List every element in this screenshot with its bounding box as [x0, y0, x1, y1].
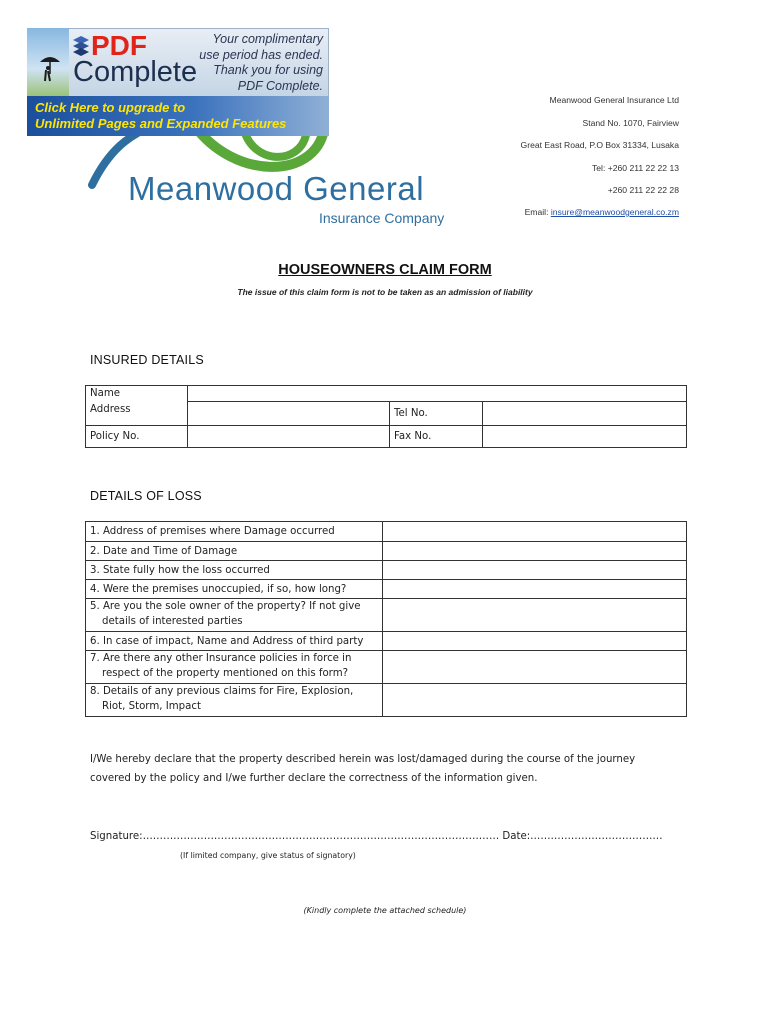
banner-expired-message	[195, 32, 323, 94]
loss-question-2: 2. Date and Time of Damage	[86, 542, 383, 561]
address-field[interactable]	[188, 402, 390, 426]
loss-question-5-line-2: details of interested parties	[102, 616, 243, 627]
company-email-line	[525, 207, 679, 217]
banner-message-line: PDF Complete.	[237, 78, 323, 93]
loss-question-5	[86, 599, 383, 632]
loss-answer-1[interactable]	[383, 522, 687, 542]
form-subtitle: The issue of this claim form is not to be taken as an admission of liability	[237, 287, 533, 297]
name-label: Name	[86, 386, 188, 402]
loss-question-8-line-1: 8. Details of any previous claims for Fire, Explosion,	[90, 686, 354, 697]
loss-question-7-line-1: 7. Are there any other Insurance policies in force in	[90, 653, 352, 664]
person-with-umbrella-icon	[37, 54, 63, 84]
loss-question-1: 1. Address of premises where Damage occurred	[86, 522, 383, 542]
logo-name	[128, 170, 424, 208]
tel-field[interactable]	[483, 402, 687, 426]
banner-message-line: Your complimentary	[212, 32, 323, 46]
name-field[interactable]	[188, 386, 687, 402]
banner-message-line: Thank you for using	[213, 63, 323, 77]
insured-details-table	[85, 385, 687, 448]
loss-answer-7[interactable]	[383, 651, 687, 684]
loss-answer-6[interactable]	[383, 632, 687, 651]
upgrade-link[interactable]	[27, 96, 329, 136]
loss-question-5-line-1: 5. Are you the sole owner of the property? If not give	[90, 601, 361, 612]
loss-question-4: 4. Were the premises unoccupied, if so, how long?	[86, 580, 383, 599]
declaration-line-2: covered by the policy and I/we further declare the correctness of the information given.	[90, 772, 538, 784]
signature-date-line[interactable]: Signature:…………………………………………………………………………………………… Date:…………………………………	[90, 831, 663, 842]
form-title: HOUSEOWNERS CLAIM FORM	[278, 262, 492, 278]
insured-details-heading: INSURED DETAILS	[90, 353, 204, 367]
company-tel-1: Tel: +260 211 22 22 13	[591, 163, 679, 173]
loss-answer-5[interactable]	[383, 599, 687, 632]
loss-question-6: 6. In case of impact, Name and Address of third party	[86, 632, 383, 651]
loss-answer-2[interactable]	[383, 542, 687, 561]
company-tel-2: +260 211 22 22 28	[607, 185, 679, 195]
logo-subtitle: Insurance Company	[319, 210, 445, 226]
tel-label: Tel No.	[390, 402, 483, 426]
policy-field[interactable]	[188, 426, 390, 448]
banner-brand-complete: Complete	[73, 56, 198, 88]
upgrade-link-line[interactable]: Click Here to upgrade to	[35, 100, 186, 115]
loss-question-8	[86, 684, 383, 717]
loss-answer-8[interactable]	[383, 684, 687, 717]
loss-answer-3[interactable]	[383, 561, 687, 580]
upgrade-link-line[interactable]: Unlimited Pages and Expanded Features	[35, 116, 287, 131]
loss-question-8-line-2: Riot, Storm, Impact	[102, 701, 201, 712]
fax-label: Fax No.	[390, 426, 483, 448]
declaration-line-1: I/We hereby declare that the property described herein was lost/damaged during the course of the journey	[90, 754, 636, 765]
loss-answer-4[interactable]	[383, 580, 687, 599]
address-label: Address	[86, 402, 188, 426]
schedule-note: (Kindly complete the attached schedule)	[303, 906, 467, 915]
signatory-note: (If limited company, give status of signatory)	[180, 851, 356, 860]
company-stand: Stand No. 1070, Fairview	[582, 118, 679, 128]
company-name: Meanwood General Insurance Ltd	[549, 95, 679, 105]
details-of-loss-heading: DETAILS OF LOSS	[90, 489, 202, 503]
company-road: Great East Road, P.O Box 31334, Lusaka	[520, 140, 679, 150]
policy-label: Policy No.	[86, 426, 188, 448]
company-email-label: Email:	[524, 207, 551, 217]
banner-brand-pdf: PDF	[91, 30, 147, 61]
banner-message-line: use period has ended.	[199, 47, 323, 62]
logo-word-general: General	[303, 170, 425, 207]
logo-word-meanwood: Meanwood	[128, 170, 294, 207]
details-of-loss-table	[85, 521, 687, 717]
loss-question-7-line-2: respect of the property mentioned on this form?	[102, 668, 349, 679]
fax-field[interactable]	[483, 426, 687, 448]
company-email-link[interactable]: insure@meanwoodgeneral.co.zm	[550, 207, 679, 217]
loss-question-7	[86, 651, 383, 684]
declaration-text	[90, 751, 690, 788]
loss-question-3: 3. State fully how the loss occurred	[86, 561, 383, 580]
pdf-complete-upgrade-banner[interactable]	[27, 28, 329, 136]
